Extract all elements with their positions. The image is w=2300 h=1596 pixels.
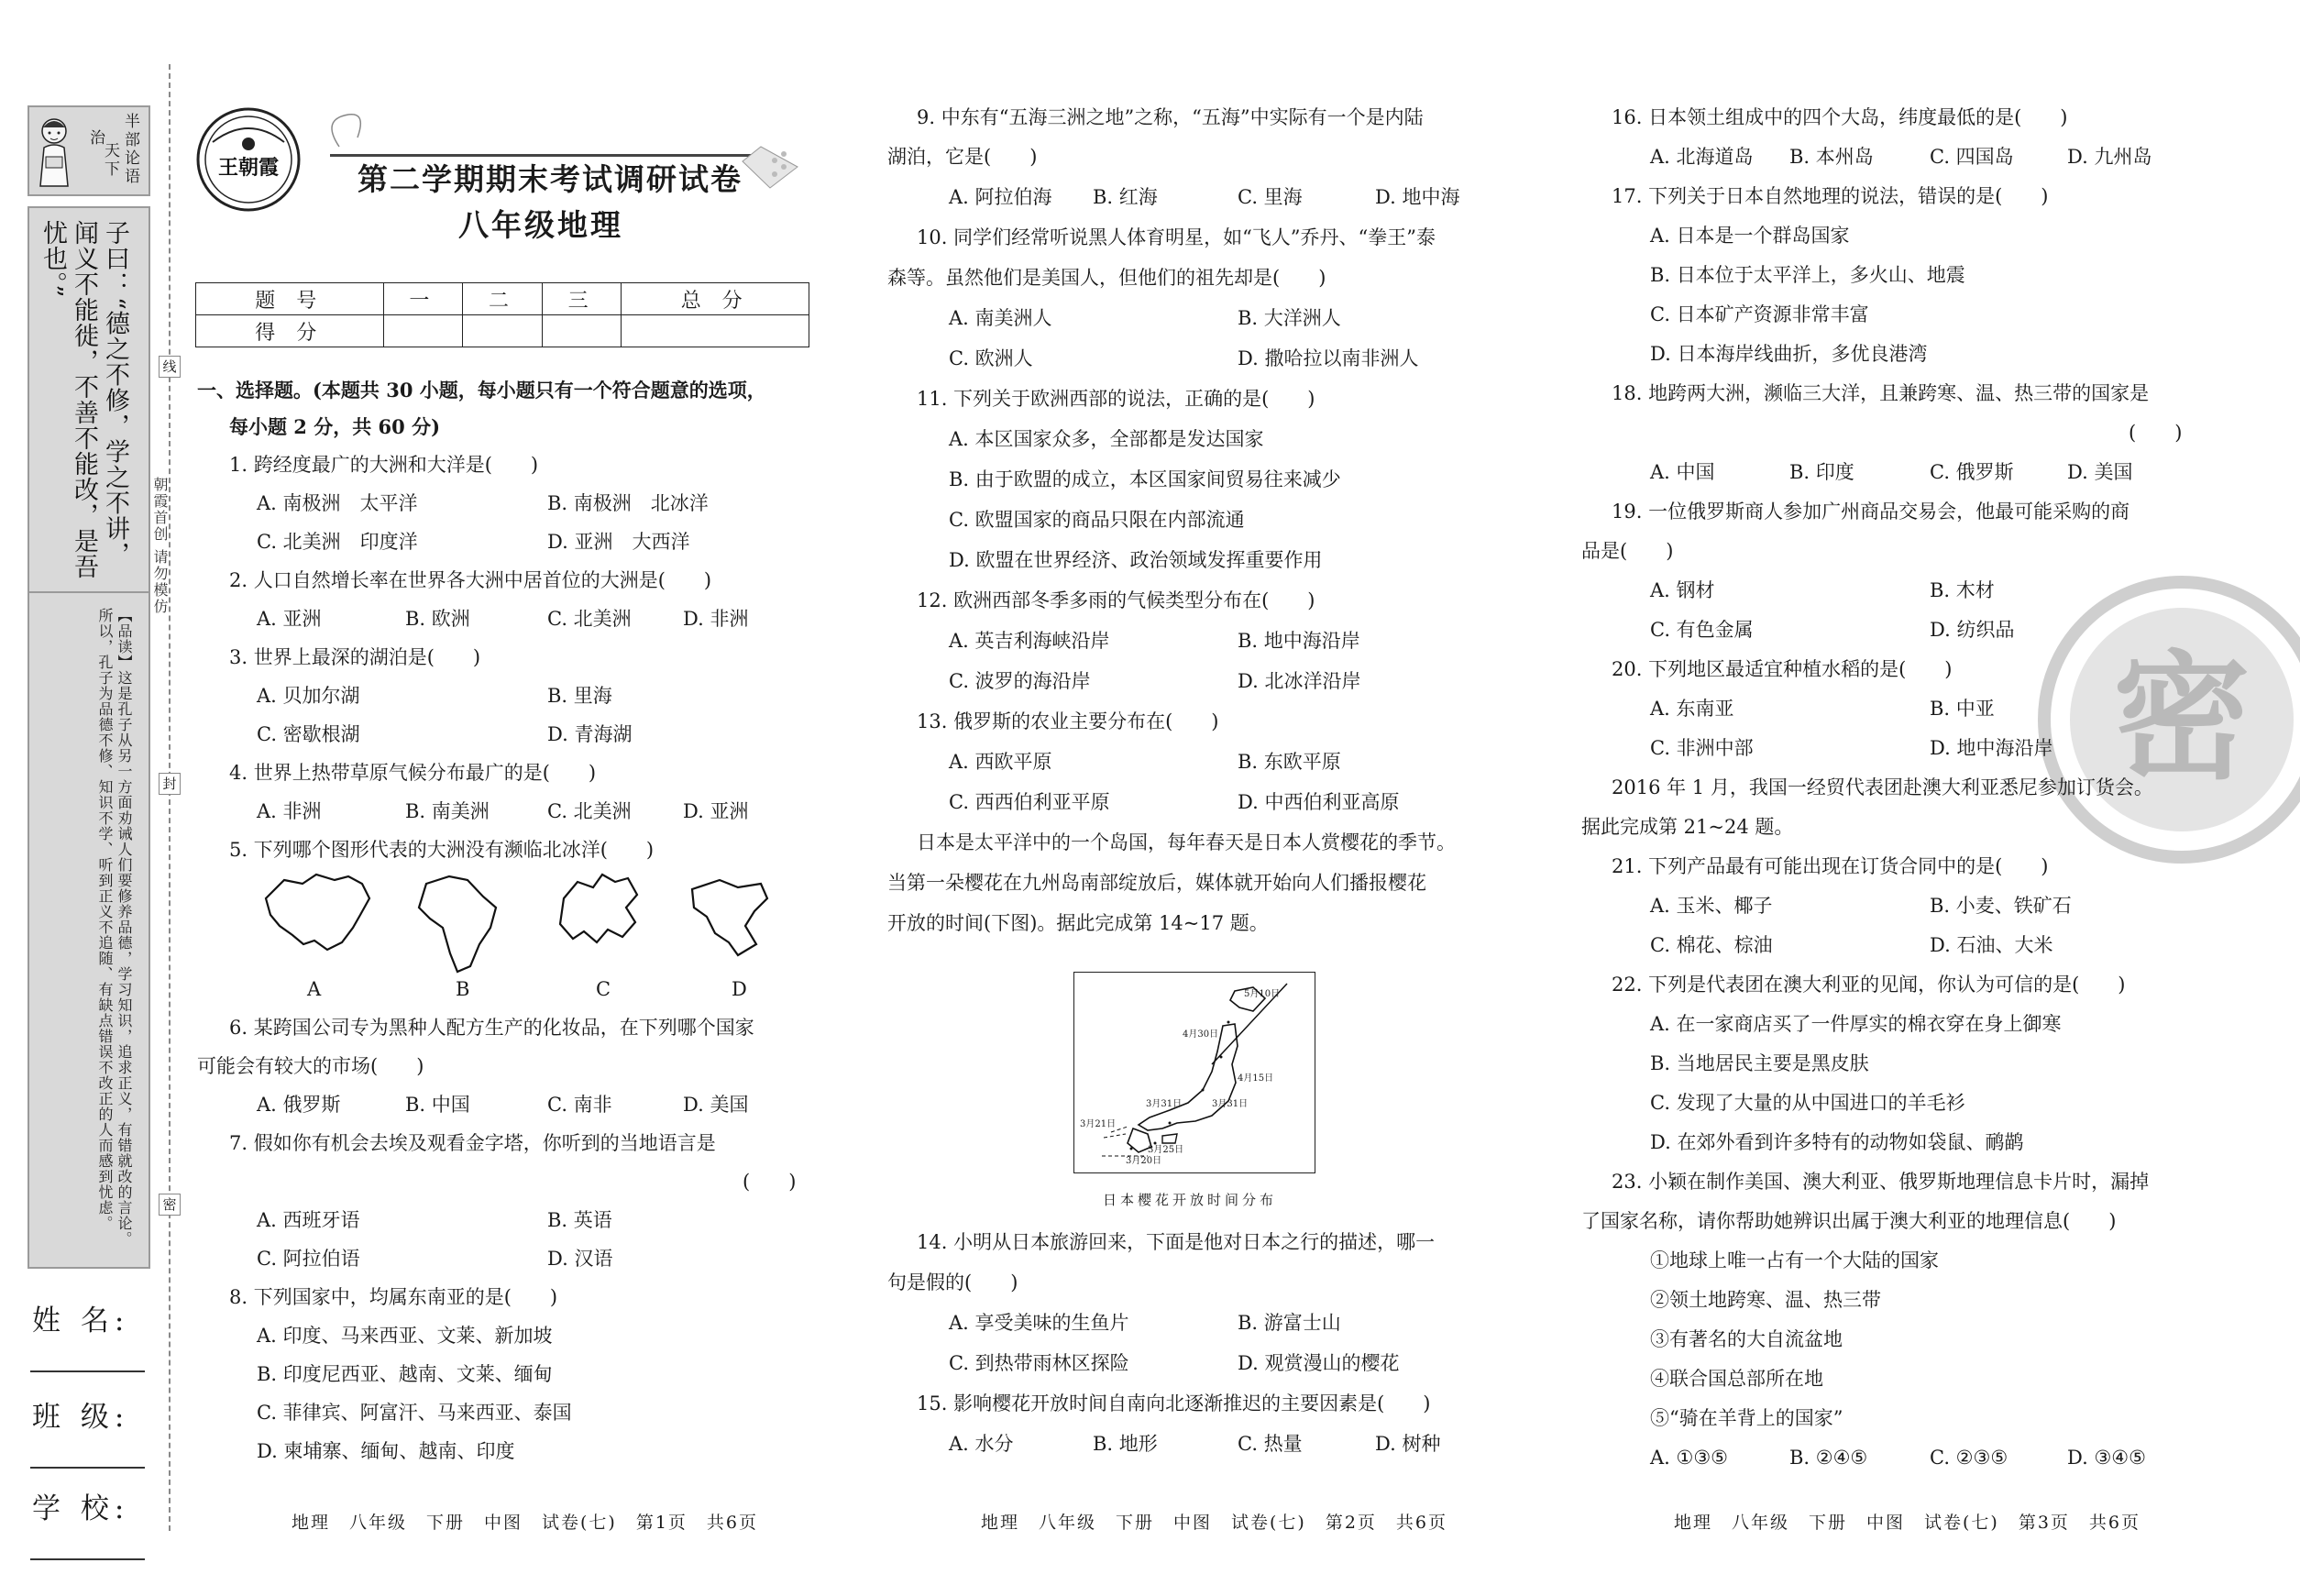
info-item: ③有著名的大自流盆地 [1650,1328,1843,1350]
cut-mark-seal: 封 [159,773,181,795]
question-16: 16. 日本领土组成中的四个大岛，纬度最低的是( ) [1612,106,2068,128]
question-7: 7. 假如你有机会去埃及观看金字塔，你听到的当地语言是 [229,1132,716,1154]
option[interactable]: A. 印度、马来西亚、文莱、新加坡 [257,1325,553,1347]
option[interactable]: A. 享受美味的生鱼片 [949,1312,1129,1334]
option[interactable]: C. ②③⑤ [1930,1447,2008,1469]
option[interactable]: C. 里海 [1238,186,1303,208]
option[interactable]: C. 欧盟国家的商品只限在内部流通 [949,509,1245,531]
option[interactable]: B. 红海 [1093,186,1158,208]
japan-cherry-map [1073,972,1315,1173]
option[interactable]: D. 纺织品 [1930,619,2015,641]
africa-outline-icon [419,876,496,972]
option[interactable]: C. 俄罗斯 [1930,461,2014,483]
option[interactable]: D. 中西伯利亚高原 [1238,791,1400,813]
question-19: 19. 一位俄罗斯商人参加广州商品交易会，他最可能采购的商 [1612,501,2130,523]
score-table-score-row [196,315,809,347]
score-cell: 二 [463,283,543,315]
score-input-cell[interactable] [463,315,543,347]
info-item: ②领土地跨寒、温、热三带 [1650,1289,1881,1311]
motto-box [28,105,150,196]
option[interactable]: D. 欧盟在世界经济、政治领域发挥重要作用 [949,549,1323,571]
map-date-label: 5月10日 [1244,989,1281,999]
cut-mark-secret: 密 [159,1194,181,1216]
question-6-cont: 可能会有较大的市场( ) [197,1055,424,1077]
question-2: 2. 人口自然增长率在世界各大洲中居首位的大洲是( ) [229,569,712,591]
option[interactable]: D. 青海湖 [547,723,633,745]
option[interactable]: A. ①③⑤ [1650,1447,1728,1469]
passage-line: 开放的时间(下图)。据此完成第 14~17 题。 [887,912,1269,934]
question-23-cont: 了国家名称，请你帮助她辨识出属于澳大利亚的地理信息( ) [1581,1210,2117,1232]
score-input-cell[interactable] [622,315,809,347]
question-6: 6. 某跨国公司专为黑种人配方生产的化妆品，在下列哪个国家 [229,1017,754,1039]
question-20: 20. 下列地区最适宜种植水稻的是( ) [1612,658,1953,680]
option[interactable]: D. 亚洲 大西洋 [547,531,690,553]
option[interactable]: D. 非洲 [683,608,749,630]
option[interactable]: B. 地形 [1093,1433,1158,1455]
option[interactable]: A. 玉米、椰子 [1650,895,1773,917]
map-date-label: 3月31日 [1212,1099,1249,1109]
option[interactable]: B. 中亚 [1930,698,1995,720]
option[interactable]: B. 由于欧盟的成立，本区国家间贸易往来减少 [949,468,1341,490]
option[interactable]: A. 俄罗斯 [257,1094,341,1116]
option[interactable]: A. 日本是一个群岛国家 [1650,225,1850,247]
motto-char: 论 [121,149,139,165]
question-22: 22. 下列是代表团在澳大利亚的见闻，你认为可信的是( ) [1612,974,2126,996]
north-america-outline-icon [692,880,767,955]
option[interactable]: A. 本区国家众多，全部都是发达国家 [949,428,1264,450]
score-cell: 一 [383,283,463,315]
motto-text [64,113,147,186]
option[interactable]: D. 地中海沿岸 [1930,737,2053,759]
question-11: 11. 下列关于欧洲西部的说法，正确的是( ) [917,388,1315,410]
option[interactable]: D. 日本海岸线曲折，多优良港湾 [1650,343,1928,365]
motto-char: 治 [86,129,105,145]
option[interactable]: B. 当地居民主要是黑皮肤 [1650,1052,1869,1074]
passage-line: 日本是太平洋中的一个岛国，每年春天是日本人赏樱花的季节。 [917,831,1456,853]
motto-char: 半 [121,113,139,128]
option[interactable]: B. 里海 [547,685,612,707]
motto-char: 部 [121,131,139,147]
question-1: 1. 跨经度最广的大洲和大洋是( ) [229,454,539,476]
passage-line: 当第一朵樱花在九州岛南部绽放后，媒体就开始向人们播报樱花 [887,872,1426,894]
option[interactable]: D. 北冰洋沿岸 [1238,670,1361,692]
question-4: 4. 世界上热带草原气候分布最广的是( ) [229,762,597,784]
option[interactable]: D. 亚洲 [683,800,749,822]
option[interactable]: B. 游富士山 [1238,1312,1341,1334]
cut-mark-line: 线 [159,356,181,378]
page2-footer: 地理 八年级 下册 中图 试卷(七) 第2页 共6页 [981,1513,1448,1533]
motto-char: 天 [101,142,119,158]
option[interactable]: D. 九州岛 [2067,146,2152,168]
asia-outline-icon [266,875,369,950]
option[interactable]: B. 大洋洲人 [1238,307,1341,329]
option[interactable]: C. 西西伯利亚平原 [949,791,1110,813]
option[interactable]: B. 欧洲 [405,608,470,630]
option[interactable]: C. 阿拉伯语 [257,1248,360,1270]
option[interactable]: A. 南美洲人 [949,307,1052,329]
option[interactable]: A. 西班牙语 [257,1209,360,1231]
question-15: 15. 影响樱花开放时间自南向北逐渐推迟的主要因素是( ) [917,1392,1431,1414]
option[interactable]: C. 北美洲 [547,800,632,822]
option[interactable]: C. 日本矿产资源非常丰富 [1650,303,1869,325]
binding-sidebar [28,105,147,1545]
question-19-cont: 品是( ) [1581,540,1674,562]
map-date-label: 3月25日 [1148,1145,1184,1155]
school-field[interactable] [30,1558,145,1560]
question-14: 14. 小明从日本旅游回来，下面是他对日本之行的描述，哪一 [917,1231,1436,1253]
info-item: ⑤“骑在羊背上的国家” [1650,1407,1843,1429]
option[interactable]: A. 在一家商店买了一件厚实的棉衣穿在身上御寒 [1650,1013,2062,1035]
option[interactable]: A. 钢材 [1650,579,1715,601]
option[interactable]: C. 有色金属 [1650,619,1754,641]
option[interactable]: D. 美国 [2067,461,2133,483]
question-10-cont: 森等。虽然他们是美国人，但他们的祖先却是( ) [887,267,1326,289]
option[interactable]: A. 北海道岛 [1650,146,1754,168]
option[interactable]: C. 欧洲人 [949,347,1033,369]
question-17: 17. 下列关于日本自然地理的说法，错误的是( ) [1612,185,2049,207]
option[interactable]: A. 水分 [949,1433,1014,1455]
question-14-cont: 句是假的( ) [887,1271,1018,1293]
option[interactable]: B. 英语 [547,1209,612,1231]
score-cell: 得 分 [196,315,384,347]
info-item: ④联合国总部所在地 [1650,1368,1823,1390]
option[interactable]: C. 非洲中部 [1650,737,1754,759]
score-table [195,282,809,347]
option[interactable]: D. 石油、大米 [1930,934,2053,956]
option[interactable]: C. 北美洲 [547,608,632,630]
map-date-label: 4月30日 [1183,1029,1219,1040]
option[interactable]: B. 日本位于太平洋上，多火山、地震 [1650,264,1965,286]
option[interactable]: C. 菲律宾、阿富汗、马来西亚、泰国 [257,1402,572,1424]
score-input-cell[interactable] [542,315,622,347]
option[interactable]: B. 印度 [1789,461,1854,483]
continent-outlines [261,871,775,981]
option[interactable]: D. 树种 [1375,1433,1441,1455]
map-date-label: 4月15日 [1238,1073,1274,1084]
option[interactable]: D [732,978,747,1000]
option[interactable]: D. 地中海 [1375,186,1460,208]
option[interactable]: D. 撒哈拉以南非洲人 [1238,347,1419,369]
option[interactable]: A. 亚洲 [257,608,322,630]
option[interactable]: B. 东欧平原 [1238,751,1341,773]
europe-outline-icon [560,875,637,942]
svg-text:密: 密 [2112,639,2251,798]
option[interactable]: C. 南非 [547,1094,612,1116]
option[interactable]: C. 发现了大量的从中国进口的羊毛衫 [1650,1092,1965,1114]
confucius-quote: 子曰：“德之不修，学之不讲，闻义不能徙，不善不能改，是吾忧也。” [39,220,129,579]
option[interactable]: C. 四国岛 [1930,146,2014,168]
option[interactable]: A. 英吉利海峡沿岸 [949,630,1110,652]
option[interactable]: B [456,978,470,1000]
section-heading: 每小题 2 分，共 60 分) [229,415,441,438]
option[interactable]: B. ②④⑤ [1789,1447,1868,1469]
question-12: 12. 欧洲西部冬季多雨的气候类型分布在( ) [917,589,1315,611]
option[interactable]: B. 小麦、铁矿石 [1930,895,2072,917]
option[interactable]: D. 汉语 [547,1248,613,1270]
option[interactable]: B. 本州岛 [1789,146,1874,168]
option[interactable]: C. 热量 [1238,1433,1303,1455]
answer-blank[interactable]: ( ) [2129,422,2183,444]
option[interactable]: C. 到热带雨林区探险 [949,1352,1129,1374]
school-label: 学 校: [32,1492,130,1525]
info-item: ①地球上唯一占有一个大陆的国家 [1650,1249,1939,1271]
question-5: 5. 下列哪个图形代表的大洲没有濒临北冰洋( ) [229,839,655,861]
page3-footer: 地理 八年级 下册 中图 试卷(七) 第3页 共6页 [1674,1513,2141,1533]
question-3: 3. 世界上最深的湖泊是( ) [229,646,481,668]
map-caption: 日本樱花开放时间分布 [1103,1192,1278,1208]
option[interactable]: B. 南极洲 北冰洋 [547,492,709,514]
exam-subtitle: 八年级地理 [458,207,623,243]
map-date-label: 3月31日 [1146,1099,1183,1109]
page1-footer: 地理 八年级 下册 中图 试卷(七) 第1页 共6页 [292,1513,759,1533]
question-21: 21. 下列产品最有可能出现在订货合同中的是( ) [1612,855,2049,877]
score-table-header-row [196,283,809,315]
score-cell: 题 号 [196,283,384,315]
motto-char: 语 [121,168,139,183]
option[interactable]: D. 观赏漫山的樱花 [1238,1352,1400,1374]
map-date-label: 3月21日 [1080,1119,1117,1129]
reading-commentary: 【品读】这是孔子从另一方面劝诫人们要修养品德，学习知识，追求正义，有错就改的言论。所以，孔子为品德不修、知识不学、听到正义不追随、有缺点错误不改正的人而感到忧虑。 [96,608,133,1247]
option[interactable]: D. ③④⑤ [2067,1447,2146,1469]
brand-logo-icon [194,105,303,214]
question-8: 8. 下列国家中，均属东南亚的是( ) [229,1286,558,1308]
option[interactable]: C. 棉花、棕油 [1650,934,1773,956]
option[interactable]: B. 南美洲 [405,800,490,822]
class-label: 班 级: [32,1401,130,1434]
cut-line [169,64,171,1531]
exam-title: 第二学期期末考试调研试卷 [358,161,743,197]
option[interactable]: C. 波罗的海沿岸 [949,670,1091,692]
question-23: 23. 小颖在制作美国、澳大利亚、俄罗斯地理信息卡片时，漏掉 [1612,1171,2150,1193]
confidential-stamp-icon [2030,568,2300,871]
question-18: 18. 地跨两大洲，濒临三大洋，且兼跨寒、温、热三带的国家是 [1612,382,2150,404]
option[interactable]: C [596,978,611,1000]
svg-text:王朝霞: 王朝霞 [217,156,280,180]
question-10: 10. 同学们经常听说黑人体育明星，如“飞人”乔丹、“拳王”泰 [917,226,1436,248]
option[interactable]: A. 南极洲 太平洋 [257,492,418,514]
option[interactable]: B. 中国 [405,1094,470,1116]
question-9: 9. 中东有“五海三洲之地”之称，“五海”中实际有一个是内陆 [917,106,1424,128]
option[interactable]: B. 印度尼西亚、越南、文莱、缅甸 [257,1363,553,1385]
score-input-cell[interactable] [383,315,463,347]
option[interactable]: C. 密歇根湖 [257,723,360,745]
option[interactable]: D. 美国 [683,1094,749,1116]
option[interactable]: A. 西欧平原 [949,751,1052,773]
option[interactable]: B. 木材 [1930,579,1995,601]
name-label: 姓 名: [32,1304,130,1337]
passage-line: 2016 年 1 月，我国一经贸代表团赴澳大利亚悉尼参加订货会。 [1612,776,2153,798]
name-field[interactable] [30,1370,145,1372]
question-13: 13. 俄罗斯的农业主要分布在( ) [917,710,1219,732]
score-cell: 总 分 [622,283,809,315]
passage-line: 据此完成第 21~24 题。 [1581,816,1794,838]
option[interactable]: C. 北美洲 印度洋 [257,531,418,553]
option[interactable]: D. 柬埔寨、缅甸、越南、印度 [257,1440,515,1462]
option[interactable]: A. 阿拉伯海 [949,186,1052,208]
option[interactable]: A. 中国 [1650,461,1715,483]
question-9-cont: 湖泊，它是( ) [887,146,1038,168]
option[interactable]: A [307,978,322,1000]
map-date-label: 3月20日 [1126,1156,1162,1166]
option[interactable]: A. 贝加尔湖 [257,685,360,707]
copyright-notice: 朝霞首创 请勿模仿 [151,477,169,616]
option[interactable]: A. 非洲 [257,800,322,822]
class-field[interactable] [30,1467,145,1469]
japan-map-icon [1074,973,1315,1172]
score-cell: 三 [542,283,622,315]
section-heading: 一、选择题。(本题共 30 小题，每小题只有一个符合题意的选项， [197,379,766,402]
option[interactable]: D. 在郊外看到许多特有的动物如袋鼠、鸸鹋 [1650,1131,2024,1153]
option[interactable]: A. 东南亚 [1650,698,1734,720]
answer-blank[interactable]: ( ) [743,1171,797,1193]
option[interactable]: B. 地中海沿岸 [1238,630,1360,652]
motto-char: 下 [101,160,119,176]
